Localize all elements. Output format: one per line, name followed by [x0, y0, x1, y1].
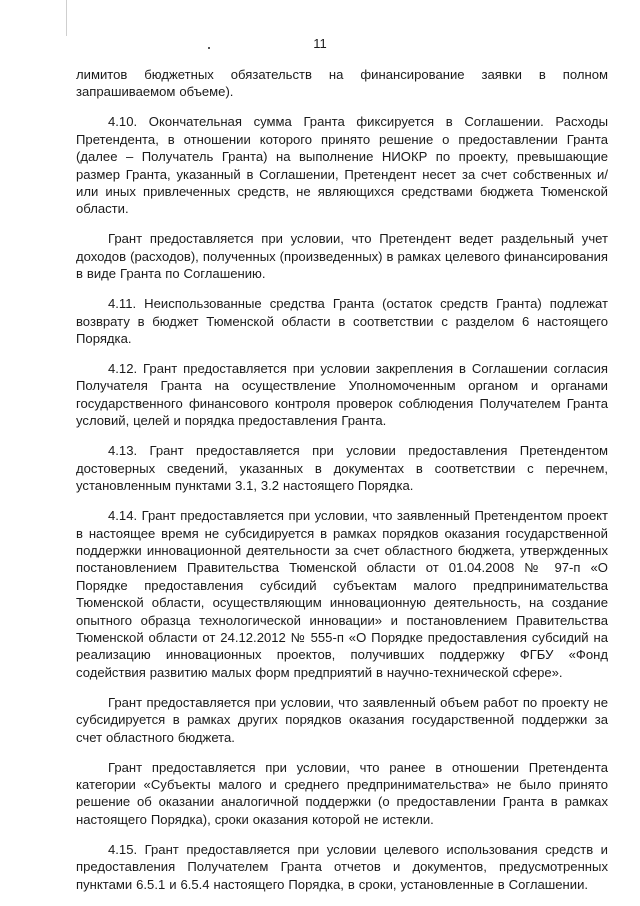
document-body	[76, 66, 608, 906]
paragraph-4-14-work-volume: Грант предоставляется при условии, что заявленный объем работ по проекту не субсидируется в рамках других порядков оказания государственной поддержки за счет областного бюджета.	[76, 694, 608, 745]
paragraph-4-15: 4.15. Грант предоставляется при условии целевого использования средств и предоставления Получателем Гранта отчетов и документов, предусмотренных пунктами 6.5.1 и 6.5.4 настоящего Порядка, в сроки, установленные в Соглашении.	[76, 841, 608, 892]
paragraph-4-11: 4.11. Неиспользованные средства Гранта (остаток средств Гранта) подлежат возврату в бюджет Тюменской области в соответствии с разделом 6 настоящего Порядка.	[76, 296, 608, 347]
paragraph-4-14: 4.14. Грант предоставляется при условии, что заявленный Претендентом проект в настоящее время не субсидируется в рамках порядков оказания государственной поддержки инновационной деятельности за счет областного бюджета, утвержденных постановлением Правительства Тюменской области от 01.04.2008 № 97-п «О Порядке предоставления субсидий субъектам малого предпринимательства Тюменской области, осуществляющим инновационную деятельность, на создание опытного образца технологической инновации» и постановлением Правительства Тюменской области от 24.12.2012 № 555-п «О Порядке предоставления субсидий на реализацию инновационных проектов, получивших поддержку ФГБУ «Фонд содействия развитию малых форм предприятий в научно-технической сфере».	[76, 508, 608, 680]
scan-speck	[208, 47, 210, 49]
paragraph-4-10: 4.10. Окончательная сумма Гранта фиксируется в Соглашении. Расходы Претендента, в отношении которого принято решение о предоставлении Гранта (далее – Получатель Гранта) на выполнение НИОКР по проекту, превышающие размер Гранта, указанный в Соглашении, Претендент несет за счет собственных и/или иных привлеченных средств, не являющихся средствами бюджета Тюменской области.	[76, 114, 608, 217]
paragraph-4-12: 4.12. Грант предоставляется при условии закрепления в Соглашении согласия Получателя Гранта на осуществление Уполномоченным органом и органами государственного финансового контроля проверок соблюдения Получателем Гранта условий, целей и порядка предоставления Гранта.	[76, 361, 608, 429]
page-number: 11	[313, 36, 327, 51]
paragraph-4-14-prior-support: Грант предоставляется при условии, что ранее в отношении Претендента категории «Субъекты малого и среднего предпринимательства» не было принято решение об оказании аналогичной поддержки (о предоставлении Гранта в рамках настоящего Порядка), сроки оказания которой не истекли.	[76, 759, 608, 827]
paragraph-4-10-grant-condition: Грант предоставляется при условии, что Претендент ведет раздельный учет доходов (расходов), полученных (произведенных) в рамках целевого финансирования в виде Гранта по Соглашению.	[76, 231, 608, 282]
scan-edge-line	[66, 0, 67, 36]
paragraph-continuation: лимитов бюджетных обязательств на финансирование заявки в полном запрашиваемом объеме).	[76, 67, 608, 100]
paragraph-4-13: 4.13. Грант предоставляется при условии предоставления Претендентом достоверных сведений, указанных в документах в соответствии с перечнем, установленным пунктами 3.1, 3.2 настоящего Порядка.	[76, 443, 608, 494]
